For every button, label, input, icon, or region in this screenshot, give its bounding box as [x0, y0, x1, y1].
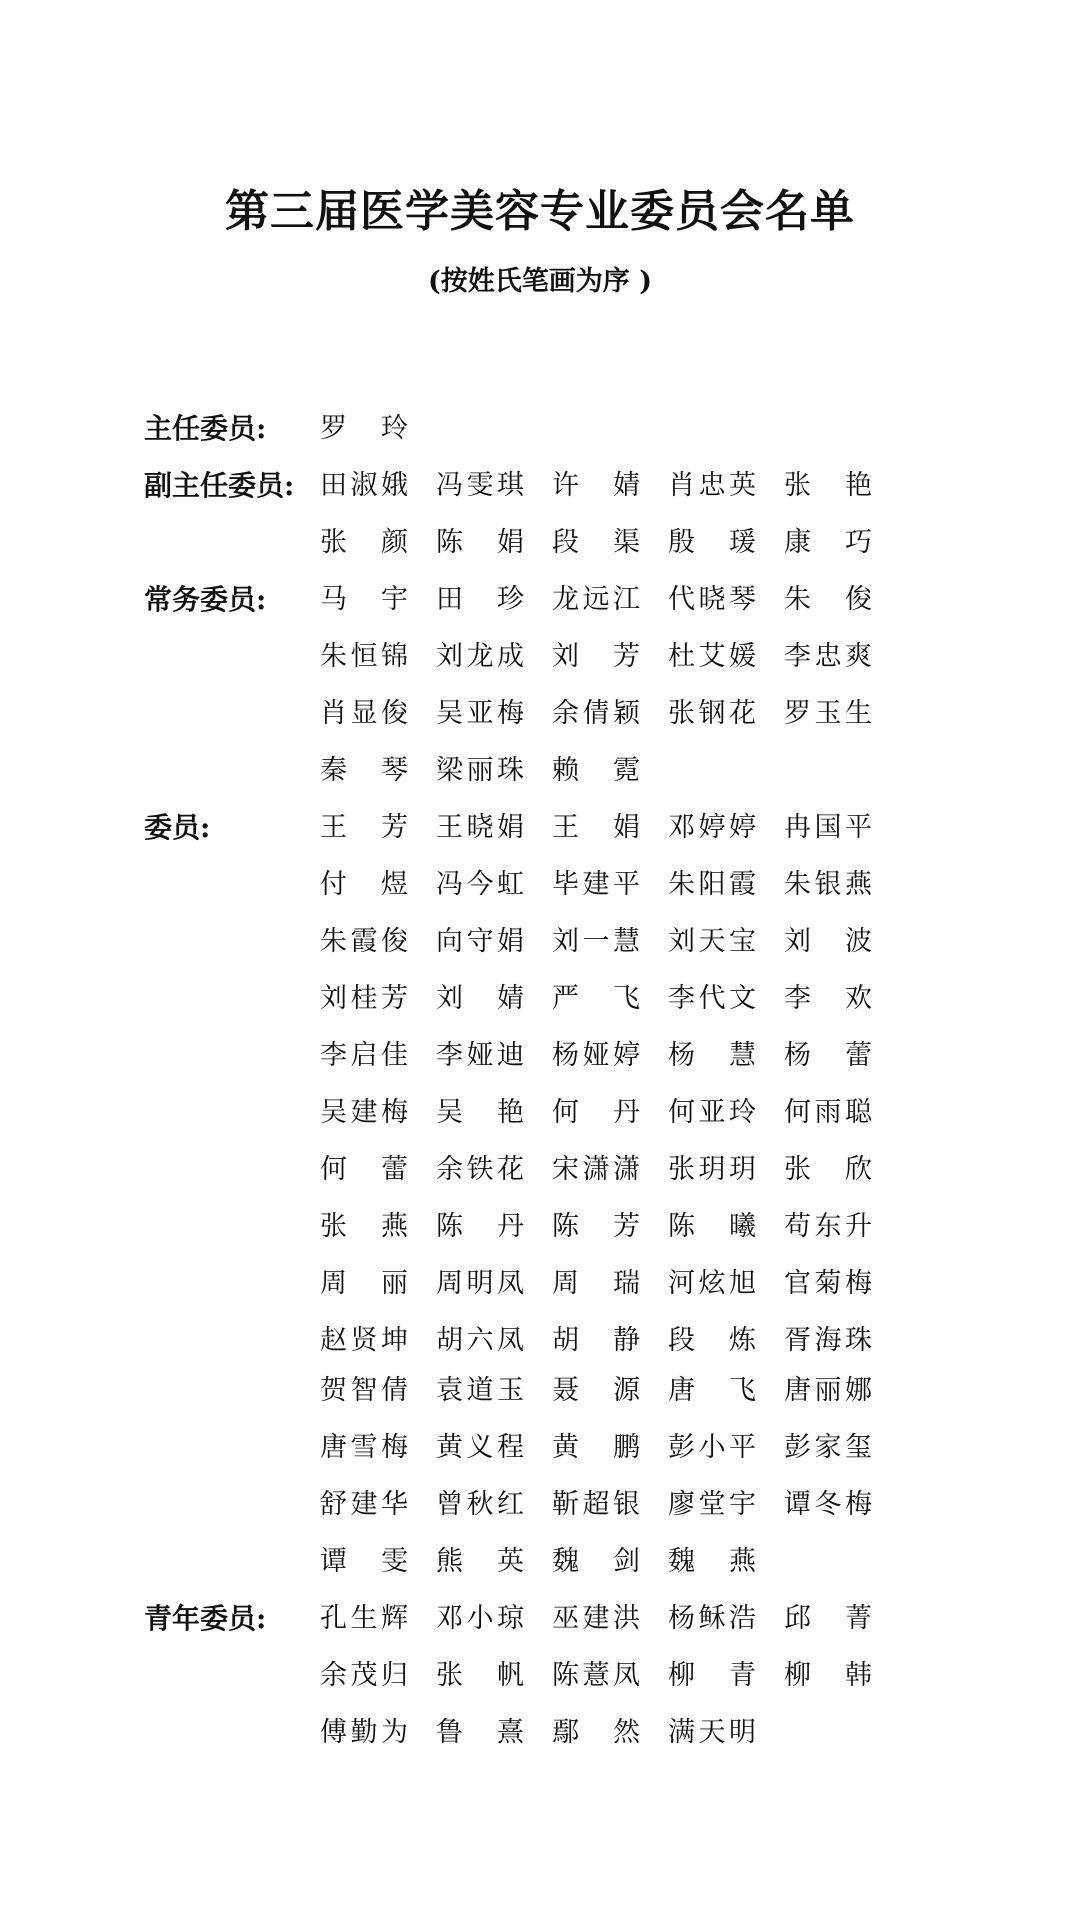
member-name: 毕 建 平: [552, 869, 640, 900]
member-name: 鲁 熹: [436, 1717, 524, 1748]
member-name: 陈 薏 凤: [552, 1660, 640, 1691]
member-name: 冉 国 平: [784, 812, 872, 843]
member-name: 梁 丽 珠: [436, 755, 524, 786]
member-name: 邓 小 琼: [436, 1603, 524, 1634]
member-name: 冯 雯 琪: [436, 470, 524, 501]
member-name: 唐 丽 娜: [784, 1375, 872, 1406]
member-name: 陈 娟: [436, 527, 524, 558]
section-label: 委员:: [144, 811, 211, 844]
member-name: 黄 鹏: [552, 1432, 640, 1463]
member-name: 朱 银 燕: [784, 869, 872, 900]
member-name: 杨 娅 婷: [552, 1040, 640, 1071]
member-name: 龙 远 江: [552, 584, 640, 615]
member-name: 李 代 文: [668, 983, 756, 1014]
member-name: 鄢 然: [552, 1717, 640, 1748]
member-name: 赵 贤 坤: [320, 1325, 408, 1356]
member-name: 刘 天 宝: [668, 926, 756, 957]
member-name: 吴 艳: [436, 1097, 524, 1128]
member-name: 向 守 娟: [436, 926, 524, 957]
member-name: 何 亚 玲: [668, 1097, 756, 1128]
member-name: 冯 今 虹: [436, 869, 524, 900]
member-name: 陈 芳: [552, 1211, 640, 1242]
member-name: 代 晓 琴: [668, 584, 756, 615]
member-name: 魏 剑: [552, 1546, 640, 1577]
member-name: 柳 青: [668, 1660, 756, 1691]
member-name: 贺 智 倩: [320, 1375, 408, 1406]
member-name: 谭 雯: [320, 1546, 408, 1577]
member-name: 彭 家 玺: [784, 1432, 872, 1463]
member-name: 李 忠 爽: [784, 641, 872, 672]
member-name: 邱 菁: [784, 1603, 872, 1634]
member-name: 肖 忠 英: [668, 470, 756, 501]
section-label: 青年委员:: [144, 1602, 267, 1635]
member-name: 傅 勤 为: [320, 1717, 408, 1748]
member-name: 罗 玲: [320, 413, 408, 444]
member-name: 巫 建 洪: [552, 1603, 640, 1634]
member-name: 殷 瑗: [668, 527, 756, 558]
member-name: 秦 琴: [320, 755, 408, 786]
member-name: 马 宇: [320, 584, 408, 615]
member-name: 曾 秋 红: [436, 1489, 524, 1520]
member-name: 周 瑞: [552, 1268, 640, 1299]
member-name: 康 巧: [784, 527, 872, 558]
member-name: 何 雨 聪: [784, 1097, 872, 1128]
member-name: 段 渠: [552, 527, 640, 558]
member-name: 袁 道 玉: [436, 1375, 524, 1406]
member-name: 宋 潇 潇: [552, 1154, 640, 1185]
member-name: 张 钢 花: [668, 698, 756, 729]
member-name: 唐 飞: [668, 1375, 756, 1406]
member-name: 胥 海 珠: [784, 1325, 872, 1356]
member-name: 刘 龙 成: [436, 641, 524, 672]
member-name: 李 娅 迪: [436, 1040, 524, 1071]
member-name: 柳 韩: [784, 1660, 872, 1691]
member-name: 胡 六 凤: [436, 1325, 524, 1356]
member-name: 李 启 佳: [320, 1040, 408, 1071]
member-name: 付 煜: [320, 869, 408, 900]
member-name: 赖 霓: [552, 755, 640, 786]
member-name: 田 淑 娥: [320, 470, 408, 501]
member-name: 余 倩 颖: [552, 698, 640, 729]
member-name: 张 艳: [784, 470, 872, 501]
member-name: 刘 芳: [552, 641, 640, 672]
member-name: 杨 蕾: [784, 1040, 872, 1071]
member-name: 余 茂 归: [320, 1660, 408, 1691]
member-name: 段 炼: [668, 1325, 756, 1356]
member-name: 彭 小 平: [668, 1432, 756, 1463]
member-name: 罗 玉 生: [784, 698, 872, 729]
member-name: 刘 桂 芳: [320, 983, 408, 1014]
member-name: 苟 东 升: [784, 1211, 872, 1242]
member-name: 聂 源: [552, 1375, 640, 1406]
member-name: 朱 俊: [784, 584, 872, 615]
member-name: 王 娟: [552, 812, 640, 843]
member-name: 熊 英: [436, 1546, 524, 1577]
section-label: 副主任委员:: [144, 469, 295, 502]
member-name: 朱 恒 锦: [320, 641, 408, 672]
member-name: 刘 一 慧: [552, 926, 640, 957]
member-name: 张 玥 玥: [668, 1154, 756, 1185]
member-name: 朱 阳 霞: [668, 869, 756, 900]
member-name: 谭 冬 梅: [784, 1489, 872, 1520]
member-name: 胡 静: [552, 1325, 640, 1356]
member-name: 杨 稣 浩: [668, 1603, 756, 1634]
member-name: 靳 超 银: [552, 1489, 640, 1520]
member-name: 杨 慧: [668, 1040, 756, 1071]
member-name: 陈 曦: [668, 1211, 756, 1242]
member-name: 吴 建 梅: [320, 1097, 408, 1128]
member-name: 吴 亚 梅: [436, 698, 524, 729]
member-name: 刘 波: [784, 926, 872, 957]
member-name: 田 珍: [436, 584, 524, 615]
member-name: 唐 雪 梅: [320, 1432, 408, 1463]
member-name: 严 飞: [552, 983, 640, 1014]
member-name: 张 燕: [320, 1211, 408, 1242]
section-label: 主任委员:: [144, 412, 267, 445]
member-name: 朱 霞 俊: [320, 926, 408, 957]
member-name: 官 菊 梅: [784, 1268, 872, 1299]
member-name: 廖 堂 宇: [668, 1489, 756, 1520]
member-name: 邓 婷 婷: [668, 812, 756, 843]
member-name: 杜 艾 媛: [668, 641, 756, 672]
member-name: 满 天 明: [668, 1717, 756, 1748]
member-name: 张 颜: [320, 527, 408, 558]
member-name: 黄 义 程: [436, 1432, 524, 1463]
section-label: 常务委员:: [144, 583, 267, 616]
document-subtitle: (按姓氏笔画为序 ): [428, 266, 652, 297]
member-name: 李 欢: [784, 983, 872, 1014]
member-name: 舒 建 华: [320, 1489, 408, 1520]
member-name: 张 帆: [436, 1660, 524, 1691]
member-name: 周 明 凤: [436, 1268, 524, 1299]
document-title: 第三届医学美容专业委员会名单: [225, 186, 855, 237]
member-name: 河 炫 旭: [668, 1268, 756, 1299]
member-name: 许 婧: [552, 470, 640, 501]
member-name: 刘 婧: [436, 983, 524, 1014]
member-name: 王 晓 娟: [436, 812, 524, 843]
member-name: 魏 燕: [668, 1546, 756, 1577]
member-name: 何 丹: [552, 1097, 640, 1128]
member-name: 周 丽: [320, 1268, 408, 1299]
member-name: 王 芳: [320, 812, 408, 843]
member-name: 肖 显 俊: [320, 698, 408, 729]
member-name: 孔 生 辉: [320, 1603, 408, 1634]
member-name: 何 蕾: [320, 1154, 408, 1185]
member-name: 张 欣: [784, 1154, 872, 1185]
member-name: 余 铁 花: [436, 1154, 524, 1185]
member-name: 陈 丹: [436, 1211, 524, 1242]
